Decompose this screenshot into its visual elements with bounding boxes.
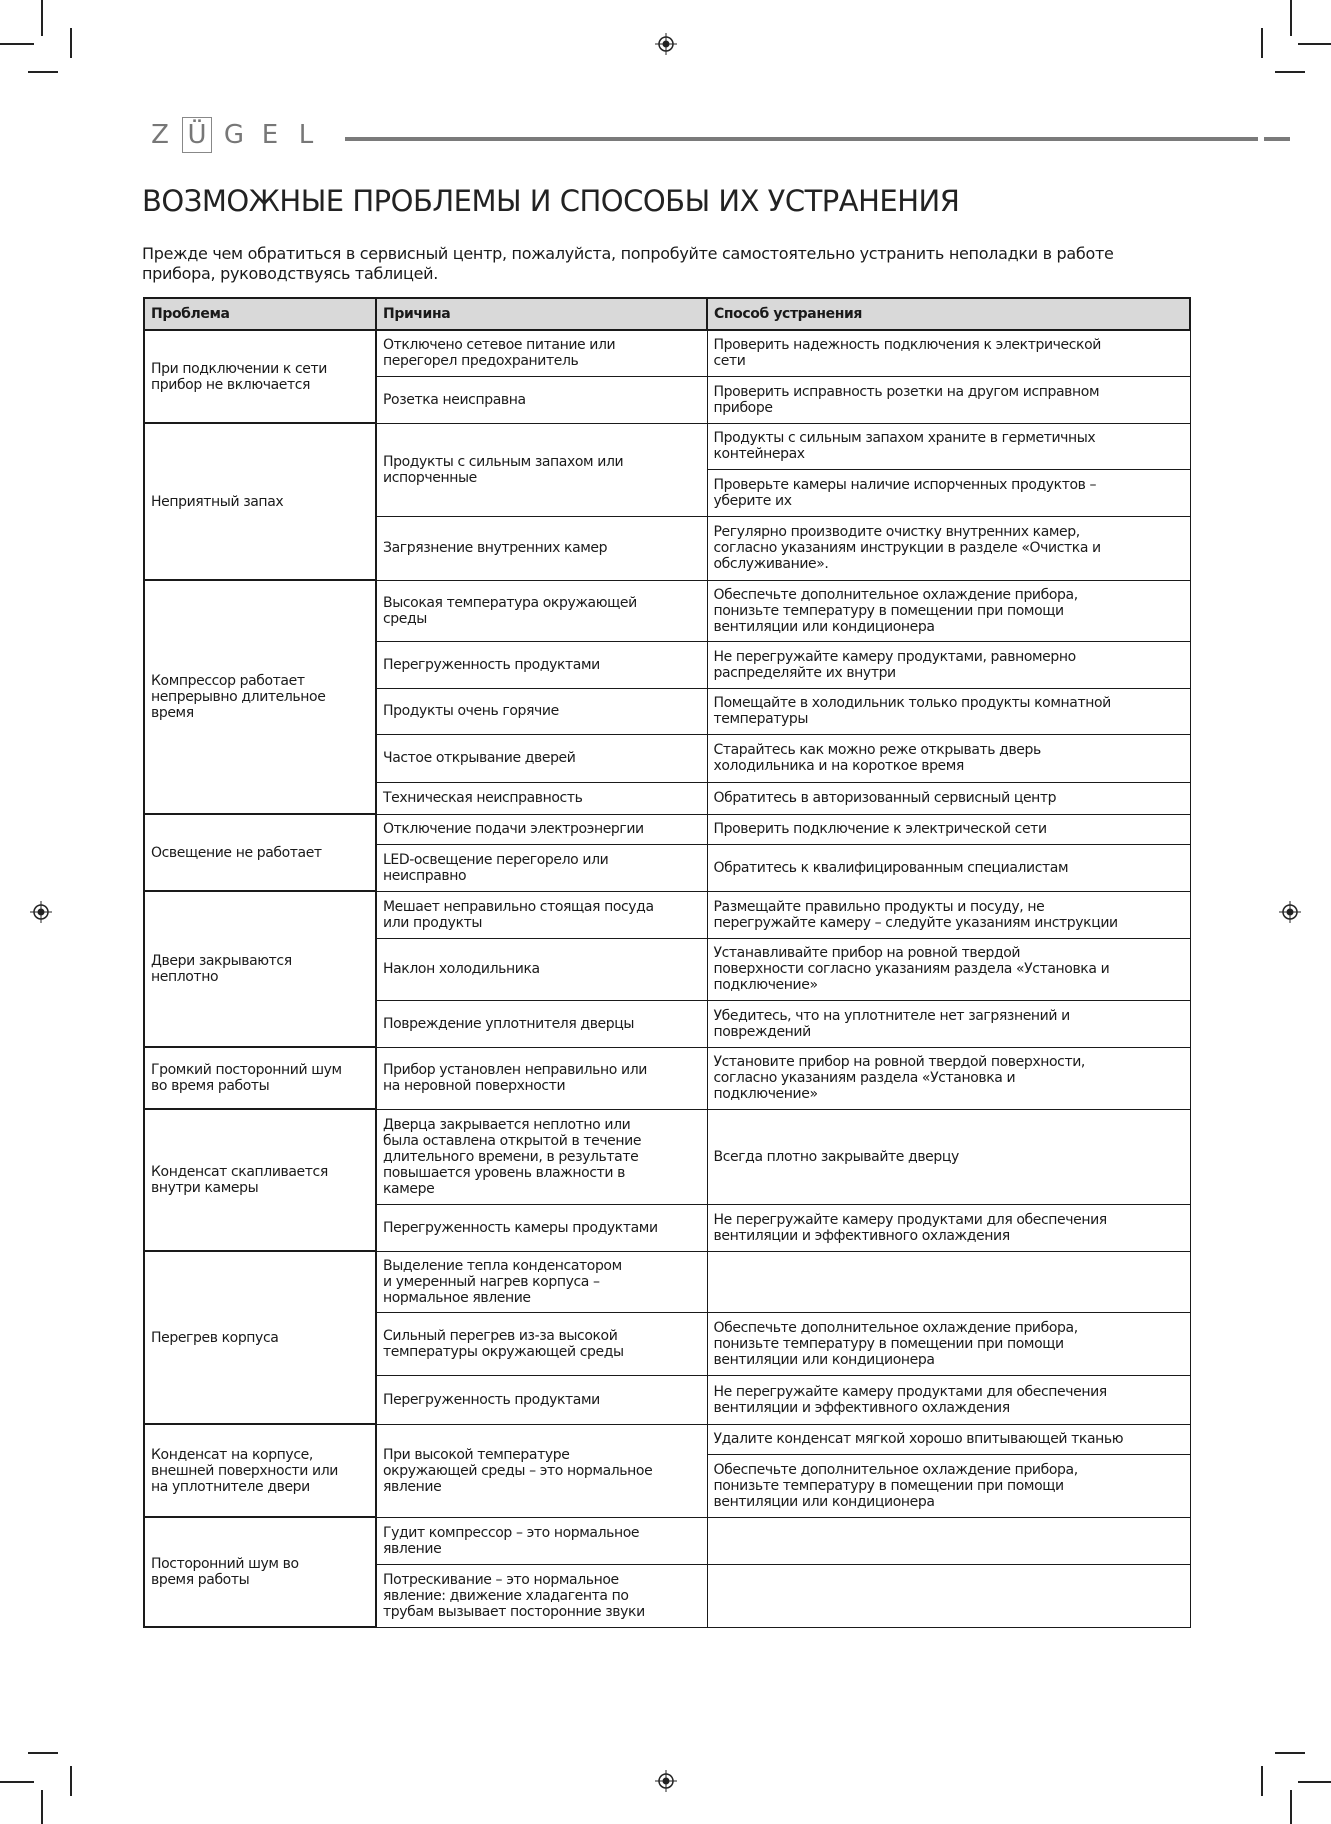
crop-mark [28, 71, 58, 73]
registration-mark-icon [30, 901, 52, 923]
remedy-cell: Установите прибор на ровной твердой поверхности, согласно указаниям раздела «Установка и подключение» [707, 1047, 1190, 1109]
cause-cell: Розетка неисправна [376, 376, 707, 423]
cause-cell: Дверца закрывается неплотно или была оставлена открытой в течение длительного времени, в результате повышается уровень влажности в камере [376, 1109, 707, 1204]
table-row [144, 423, 1190, 469]
table-row [144, 330, 1190, 376]
troubleshooting-table [143, 297, 1191, 1628]
cause-cell: Высокая температура окружающей среды [376, 580, 707, 641]
cause-cell: Потрескивание – это нормальное явление: движение хладагента по трубам вызывает посторонние звуки [376, 1564, 707, 1627]
remedy-cell: Продукты с сильным запахом храните в герметичных контейнерах [707, 423, 1190, 469]
logo-letter: G [223, 120, 245, 150]
remedy-cell: Удалите конденсат мягкой хорошо впитывающей тканью [707, 1424, 1190, 1454]
cause-cell: При высокой температуре окружающей среды – это нормальное явление [376, 1424, 707, 1517]
cause-cell: Отключено сетевое питание или перегорел предохранитель [376, 330, 707, 376]
remedy-cell: Регулярно производите очистку внутренних камер, согласно указаниям инструкции в разделе «Очистка и обслуживание». [707, 516, 1190, 580]
table-row [144, 1517, 1190, 1564]
registration-mark-icon [655, 33, 677, 55]
cause-cell: Перегруженность камеры продуктами [376, 1204, 707, 1251]
remedy-cell: Проверить подключение к электрической сети [707, 814, 1190, 844]
problem-cell: Двери закрываются неплотно [144, 891, 376, 1047]
logo-letter: Ü [182, 117, 212, 153]
header-remedy: Способ устранения [707, 298, 1190, 330]
crop-mark [1261, 1766, 1263, 1796]
table-header-row [144, 298, 1190, 330]
remedy-cell: Старайтесь как можно реже открывать дверь холодильника и на короткое время [707, 734, 1190, 782]
header-rule [1264, 137, 1290, 141]
problem-cell: Конденсат на корпусе, внешней поверхности или на уплотнителе двери [144, 1424, 376, 1517]
remedy-cell: Не перегружайте камеру продуктами для обеспечения вентиляции и эффективного охлаждения [707, 1204, 1190, 1251]
logo-letter: E [261, 120, 279, 150]
cause-cell: Выделение тепла конденсатором и умеренный нагрев корпуса – нормальное явление [376, 1251, 707, 1312]
table-row [144, 814, 1190, 844]
problem-cell: При подключении к сети прибор не включается [144, 330, 376, 423]
cause-cell: LED-освещение перегорело или неисправно [376, 844, 707, 891]
cause-cell: Продукты с сильным запахом или испорченные [376, 423, 707, 516]
remedy-cell [707, 1564, 1190, 1627]
remedy-cell: Не перегружайте камеру продуктами, равномерно распределяйте их внутри [707, 641, 1190, 688]
cause-cell: Повреждение уплотнителя дверцы [376, 1000, 707, 1047]
crop-mark [41, 0, 43, 36]
remedy-cell [707, 1517, 1190, 1564]
remedy-cell [707, 1251, 1190, 1312]
remedy-cell: Не перегружайте камеру продуктами для обеспечения вентиляции и эффективного охлаждения [707, 1375, 1190, 1424]
remedy-cell: Убедитесь, что на уплотнителе нет загрязнений и повреждений [707, 1000, 1190, 1047]
problem-cell: Перегрев корпуса [144, 1251, 376, 1424]
cause-cell: Гудит компрессор – это нормальное явление [376, 1517, 707, 1564]
remedy-cell: Обеспечьте дополнительное охлаждение прибора, понизьте температуру в помещении при помощи вентиляции или кондиционера [707, 1454, 1190, 1517]
cause-cell: Мешает неправильно стоящая посуда или продукты [376, 891, 707, 938]
problem-cell: Компрессор работает непрерывно длительное время [144, 580, 376, 814]
table-row [144, 1047, 1190, 1109]
logo-letter: L [298, 120, 314, 150]
cause-cell: Перегруженность продуктами [376, 641, 707, 688]
crop-mark [70, 1766, 72, 1796]
header-rule [345, 137, 1258, 141]
cause-cell: Отключение подачи электроэнергии [376, 814, 707, 844]
crop-mark [1298, 1781, 1331, 1783]
problem-cell: Освещение не работает [144, 814, 376, 891]
page-title: ВОЗМОЖНЫЕ ПРОБЛЕМЫ И СПОСОБЫ ИХ УСТРАНЕНИЯ [142, 184, 960, 218]
cause-cell: Прибор установлен неправильно или на неровной поверхности [376, 1047, 707, 1109]
remedy-cell: Помещайте в холодильник только продукты комнатной температуры [707, 688, 1190, 734]
remedy-cell: Обратитесь в авторизованный сервисный центр [707, 782, 1190, 814]
remedy-cell: Обеспечьте дополнительное охлаждение прибора, понизьте температуру в помещении при помощи вентиляции или кондиционера [707, 1312, 1190, 1375]
crop-mark [1290, 1790, 1292, 1824]
crop-mark [28, 1752, 58, 1754]
registration-mark-icon [1279, 901, 1301, 923]
table-row [144, 580, 1190, 641]
remedy-cell: Устанавливайте прибор на ровной твердой поверхности согласно указаниям раздела «Установка и подключение» [707, 938, 1190, 1000]
table-row [144, 1251, 1190, 1312]
crop-mark [1275, 71, 1305, 73]
problem-cell: Конденсат скапливается внутри камеры [144, 1109, 376, 1251]
cause-cell: Продукты очень горячие [376, 688, 707, 734]
problem-cell: Громкий посторонний шум во время работы [144, 1047, 376, 1109]
cause-cell: Загрязнение внутренних камер [376, 516, 707, 580]
cause-cell: Наклон холодильника [376, 938, 707, 1000]
crop-mark [0, 1781, 34, 1783]
crop-mark [1290, 0, 1292, 36]
problem-cell: Неприятный запах [144, 423, 376, 580]
table-row [144, 891, 1190, 938]
header-problem: Проблема [144, 298, 376, 330]
problem-cell: Посторонний шум во время работы [144, 1517, 376, 1627]
remedy-cell: Всегда плотно закрывайте дверцу [707, 1109, 1190, 1204]
cause-cell: Частое открывание дверей [376, 734, 707, 782]
cause-cell: Сильный перегрев из-за высокой температуры окружающей среды [376, 1312, 707, 1375]
crop-mark [1275, 1752, 1305, 1754]
remedy-cell: Проверить надежность подключения к электрической сети [707, 330, 1190, 376]
header-cause: Причина [376, 298, 707, 330]
table-row [144, 1109, 1190, 1204]
intro-text: Прежде чем обратиться в сервисный центр, пожалуйста, попробуйте самостоятельно устранить неполадки в работе прибора, руководствуясь таблицей. [142, 244, 1114, 283]
crop-mark [41, 1790, 43, 1824]
brand-logo [142, 118, 324, 152]
crop-mark [1261, 28, 1263, 58]
remedy-cell: Проверьте камеры наличие испорченных продуктов – уберите их [707, 469, 1190, 516]
remedy-cell: Проверить исправность розетки на другом исправном приборе [707, 376, 1190, 423]
registration-mark-icon [655, 1770, 677, 1792]
logo-letter: Z [151, 120, 169, 150]
table-row [144, 1424, 1190, 1454]
cause-cell: Перегруженность продуктами [376, 1375, 707, 1424]
remedy-cell: Обеспечьте дополнительное охлаждение прибора, понизьте температуру в помещении при помощи вентиляции или кондиционера [707, 580, 1190, 641]
crop-mark [1298, 43, 1331, 45]
cause-cell: Техническая неисправность [376, 782, 707, 814]
remedy-cell: Размещайте правильно продукты и посуду, не перегружайте камеру – следуйте указаниям инструкции [707, 891, 1190, 938]
crop-mark [0, 43, 34, 45]
remedy-cell: Обратитесь к квалифицированным специалистам [707, 844, 1190, 891]
crop-mark [70, 28, 72, 58]
